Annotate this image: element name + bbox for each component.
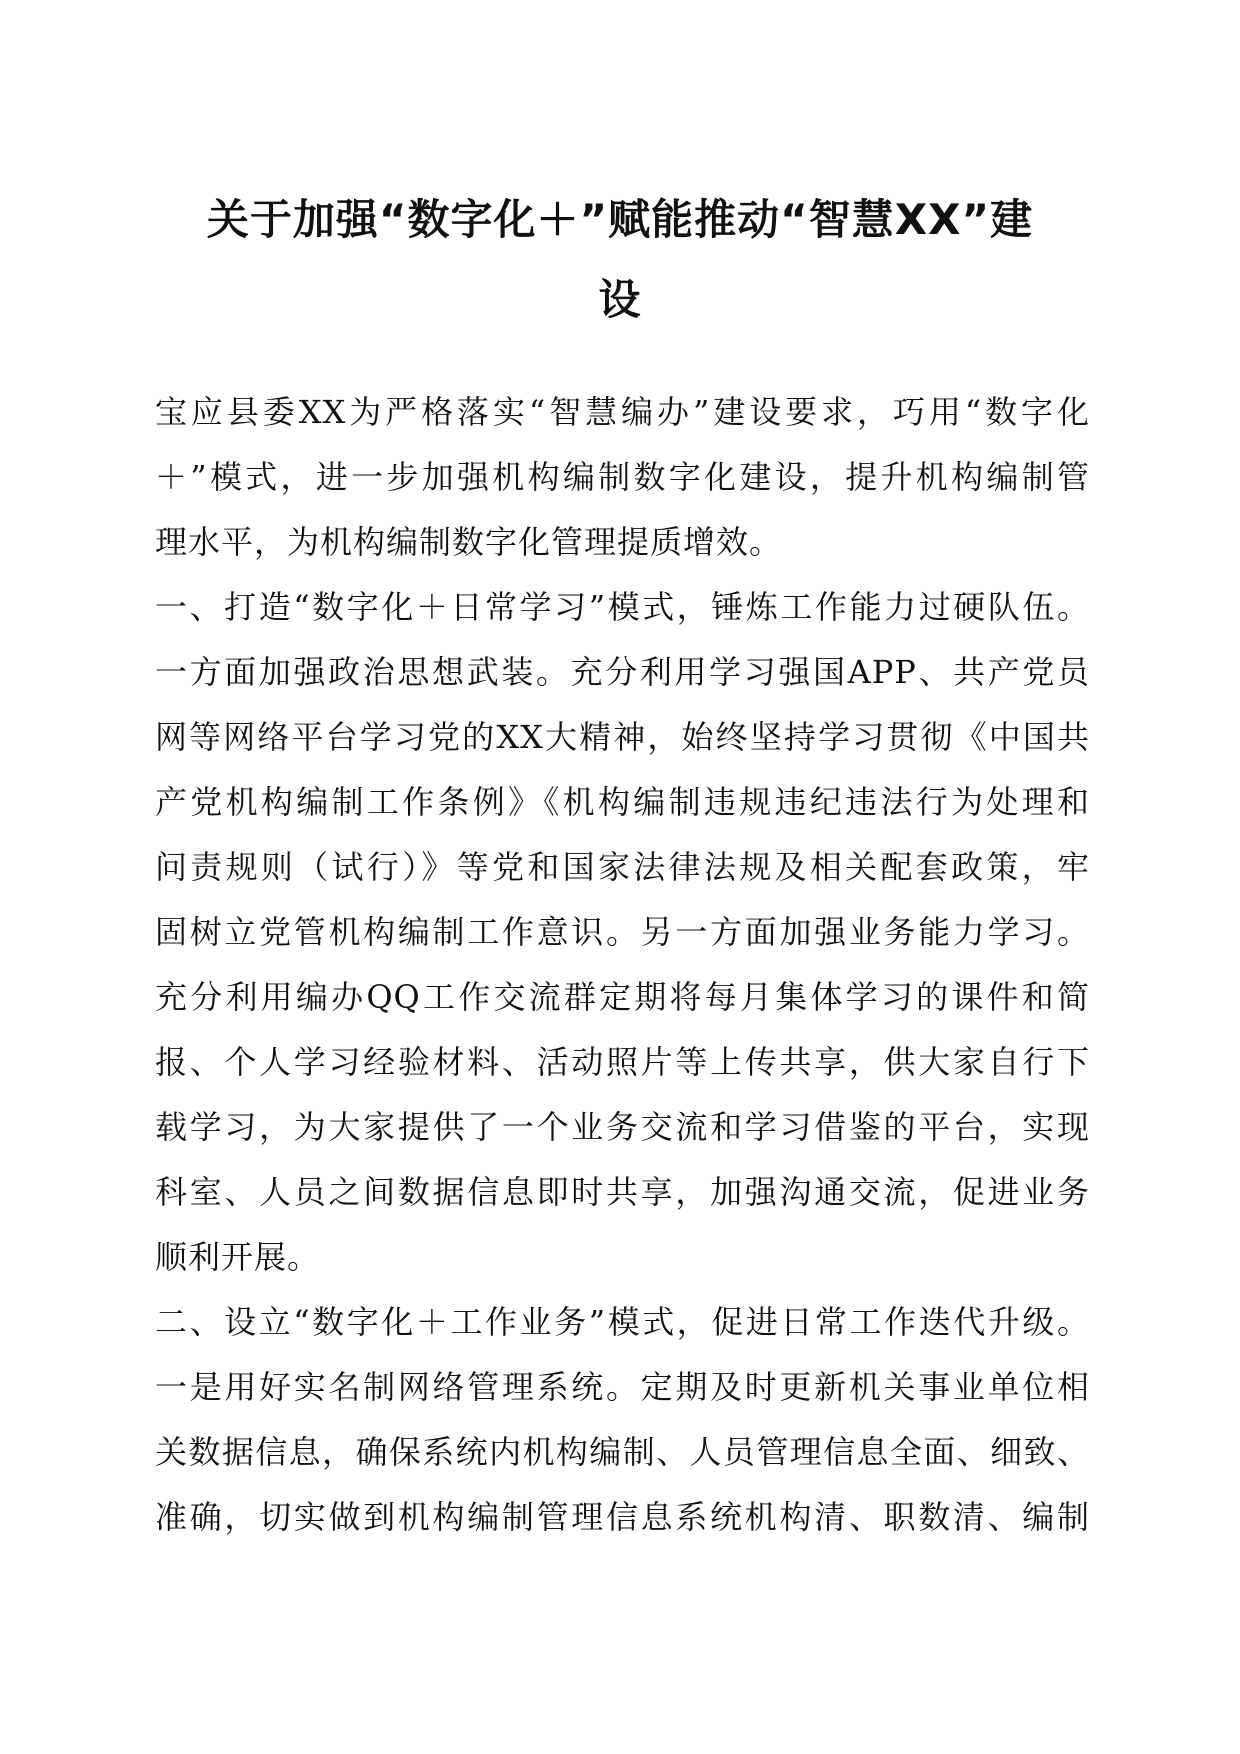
body-line: 固树立党管机构编制工作意识。另一方面加强业务能力学习。 bbox=[155, 913, 1090, 951]
body-line: 关数据信息，确保系统内机构编制、人员管理信息全面、细致、 bbox=[155, 1433, 1090, 1471]
body-line: 载学习，为大家提供了一个业务交流和学习借鉴的平台，实现 bbox=[155, 1108, 1090, 1146]
body-line: 宝应县委XX为严格落实“智慧编办”建设要求，巧用“数字化 bbox=[155, 393, 1090, 431]
document-title bbox=[130, 180, 1110, 340]
body-line: 科室、人员之间数据信息即时共享，加强沟通交流，促进业务 bbox=[155, 1173, 1090, 1211]
section-heading: 一、打造“数字化＋日常学习”模式，锤炼工作能力过硬队伍。 bbox=[155, 588, 1090, 626]
section-heading: 二、设立“数字化＋工作业务”模式，促进日常工作迭代升级。 bbox=[155, 1303, 1090, 1341]
body-line: 一方面加强政治思想武装。充分利用学习强国APP、共产党员 bbox=[155, 653, 1090, 691]
body-line: 问责规则（试行）》等党和国家法律法规及相关配套政策，牢 bbox=[155, 848, 1090, 886]
document-body bbox=[155, 380, 1090, 1550]
body-line: 充分利用编办QQ工作交流群定期将每月集体学习的课件和简 bbox=[155, 978, 1090, 1016]
body-line: 理水平，为机构编制数字化管理提质增效。 bbox=[155, 523, 783, 561]
body-line: 网等网络平台学习党的XX大精神，始终坚持学习贯彻《中国共 bbox=[155, 718, 1090, 756]
body-line: 产党机构编制工作条例》《机构编制违规违纪违法行为处理和 bbox=[155, 783, 1090, 821]
body-line: ＋”模式，进一步加强机构编制数字化建设，提升机构编制管 bbox=[155, 458, 1090, 496]
title-line: 设 bbox=[598, 275, 642, 324]
body-line: 顺利开展。 bbox=[155, 1238, 321, 1276]
body-line: 准确，切实做到机构编制管理信息系统机构清、职数清、编制 bbox=[155, 1498, 1090, 1536]
title-line: 关于加强“数字化＋”赋能推动“智慧XX”建 bbox=[206, 195, 1034, 244]
body-line: 一是用好实名制网络管理系统。定期及时更新机关事业单位相 bbox=[155, 1368, 1090, 1406]
body-line: 报、个人学习经验材料、活动照片等上传共享，供大家自行下 bbox=[155, 1043, 1090, 1081]
